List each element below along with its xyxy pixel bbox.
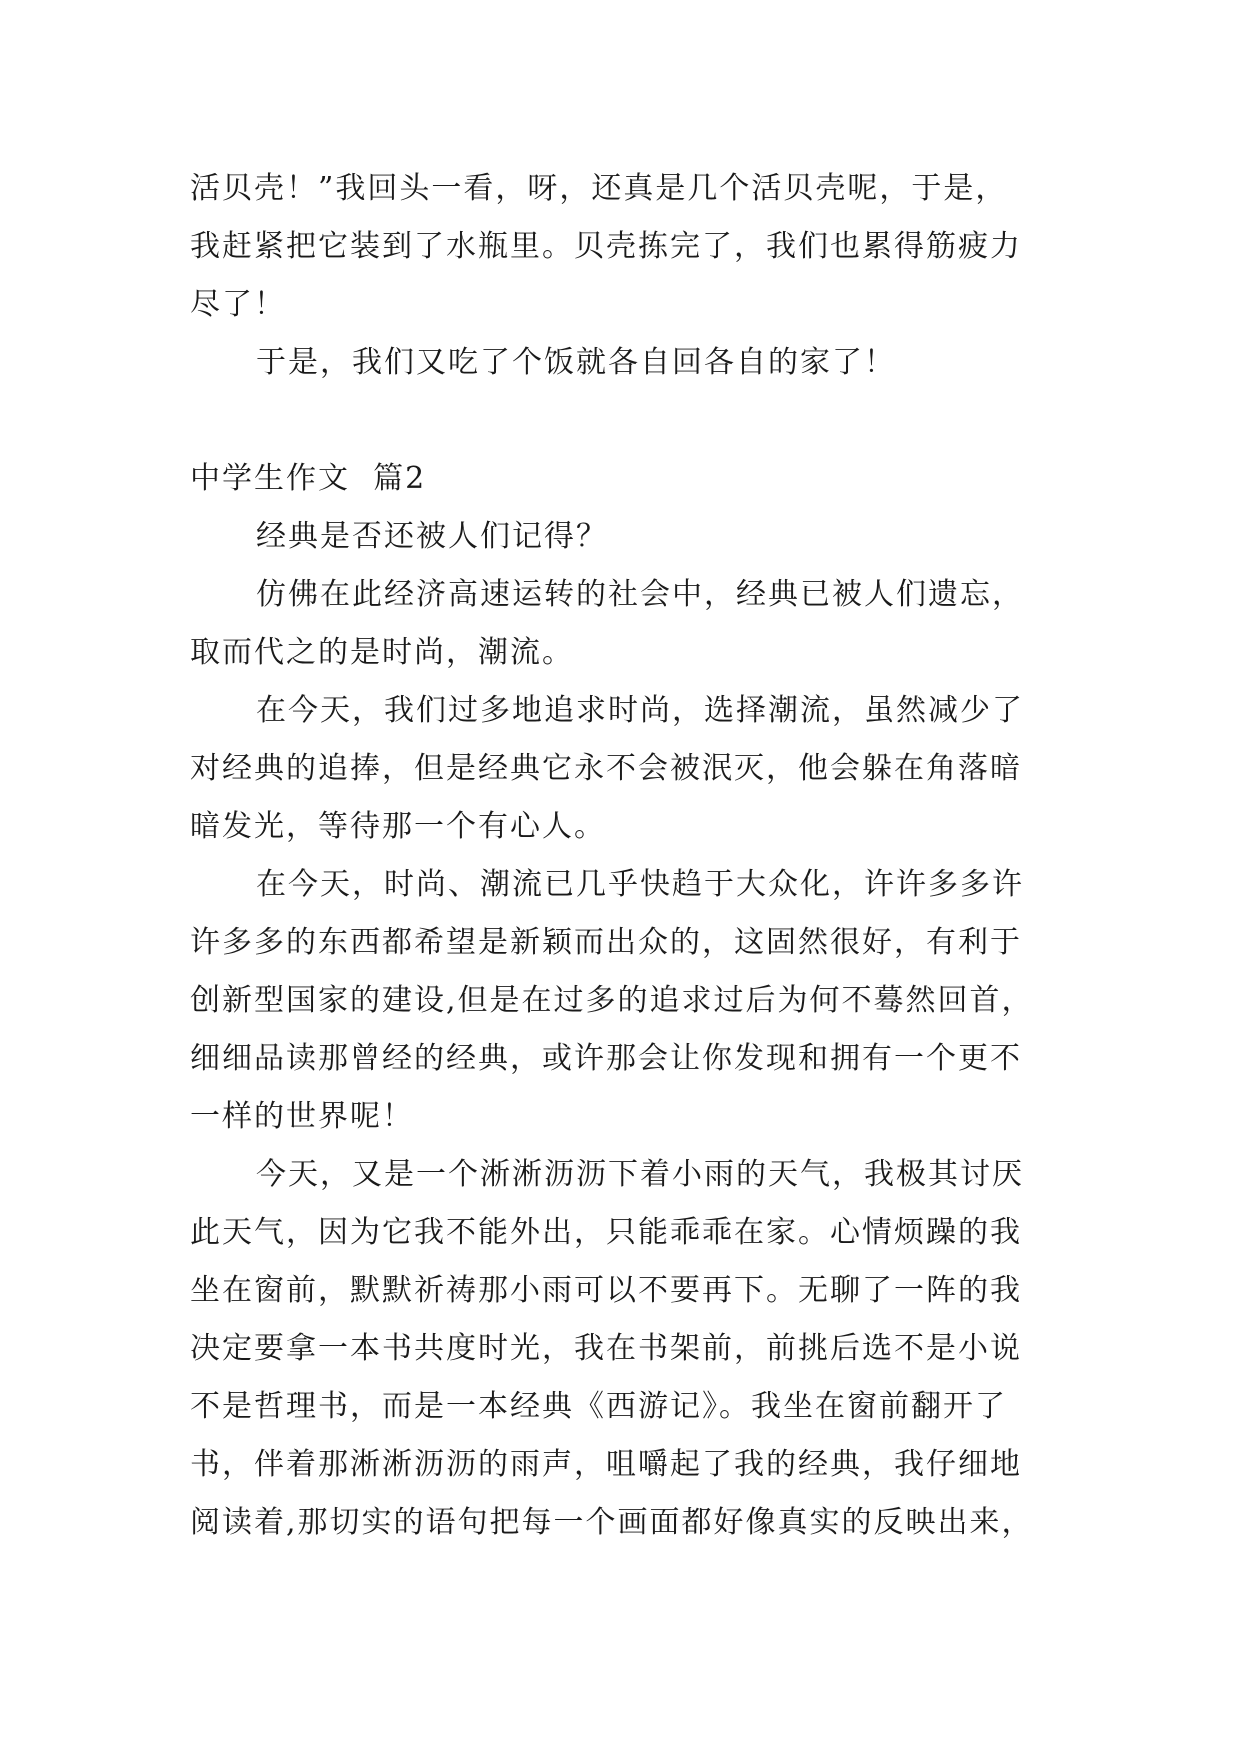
paragraph-5 [190,856,1070,1146]
document-body [190,160,1070,1552]
text-line: 活贝壳！”我回头一看，呀，还真是几个活贝壳呢，于是， [190,171,1008,206]
text-line: 阅读着,那切实的语句把每一个画面都好像真实的反映出来， [190,1505,1034,1540]
paragraph-2 [190,334,1070,392]
text-line: 在今天，我们过多地追求时尚，选择潮流，虽然减少了 [256,693,1024,728]
text-line: 不是哲理书，而是一本经典《西游记》。我坐在窗前翻开了 [190,1389,1007,1424]
text-line: 创新型国家的建设,但是在过多的追求过后为何不蓦然回首， [190,983,1034,1018]
text-line: 取而代之的是时尚，潮流。 [190,635,574,670]
paragraph-3 [190,566,1070,682]
section-spacer [190,392,1070,450]
text-line: 许多多的东西都希望是新颖而出众的，这固然很好，有利于 [190,925,1022,960]
paragraph-1 [190,160,1070,334]
text-line: 书，伴着那淅淅沥沥的雨声，咀嚼起了我的经典，我仔细地 [190,1447,1022,1482]
text-line: 决定要拿一本书共度时光，我在书架前，前挑后选不是小说 [190,1331,1022,1366]
text-line: 尽了！ [190,287,286,322]
section-heading: 中学生作文 篇2 [190,461,427,496]
text-line: 在今天，时尚、潮流已几乎快趋于大众化，许许多多许 [256,867,1024,902]
text-line: 我赶紧把它装到了水瓶里。贝壳拣完了，我们也累得筋疲力 [190,229,1022,264]
text-line: 一样的世界呢！ [190,1099,414,1134]
text-line: 今天，又是一个淅淅沥沥下着小雨的天气，我极其讨厌 [256,1157,1024,1192]
text-line: 仿佛在此经济高速运转的社会中，经典已被人们遗忘， [256,577,1024,612]
paragraph-4 [190,682,1070,856]
text-line: 此天气，因为它我不能外出，只能乖乖在家。心情烦躁的我 [190,1215,1022,1250]
text-line: 细细品读那曾经的经典，或许那会让你发现和拥有一个更不 [190,1041,1022,1076]
essay-title: 经典是否还被人们记得？ [256,519,608,554]
text-line: 暗发光，等待那一个有心人。 [190,809,606,844]
text-line: 坐在窗前，默默祈祷那小雨可以不要再下。无聊了一阵的我 [190,1273,1022,1308]
text-line: 对经典的追捧，但是经典它永不会被泯灭，他会躲在角落暗 [190,751,1022,786]
text-line: 于是，我们又吃了个饭就各自回各自的家了！ [256,345,896,380]
paragraph-6 [190,1146,1070,1552]
